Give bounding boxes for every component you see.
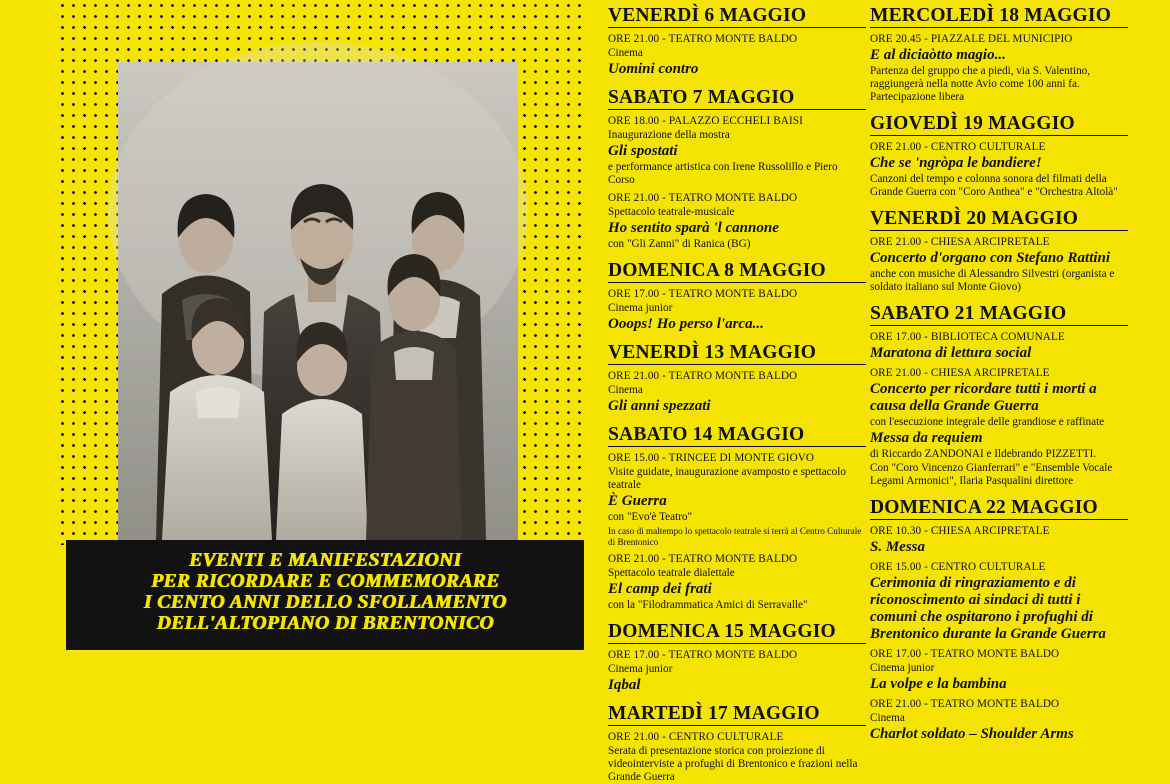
caption-line-1: EVENTI E MANIFESTAZIONI	[188, 550, 462, 571]
event-time-venue: ORE 21.00 - CENTRO CULTURALE	[870, 141, 1046, 153]
event-title: El camp dei frati	[608, 581, 712, 597]
event-title: Concerto d'organo con Stefano Rattini	[870, 250, 1111, 266]
event-time-venue: ORE 10.30 - CHIESA ARCIPRETALE	[870, 525, 1050, 537]
event-kind: Visite guidate, inaugurazione avamposto e spettacolo teatrale	[608, 466, 846, 491]
family-photograph	[118, 62, 518, 540]
day-heading: VENERDÌ 6 MAGGIO	[608, 6, 866, 28]
event-title: Gli spostati	[608, 143, 678, 159]
event-time-venue: ORE 21.00 - TEATRO MONTE BALDO	[608, 370, 798, 382]
event-kind: Cinema	[870, 712, 905, 724]
event-entry	[870, 525, 1128, 556]
event-entry	[608, 452, 866, 548]
event-kind: Cinema junior	[870, 662, 935, 674]
event-note-small: In caso di maltempo lo spettacolo teatrale si terrà al Centro Culturale di Brentonico	[608, 526, 862, 547]
event-entry	[870, 141, 1128, 199]
event-kind: Serata di presentazione storica con proiezione di videointerviste a profughi di Brentonico e frazioni nella Grande Guerra	[608, 745, 858, 783]
event-title: Maratona di lettura social	[870, 345, 1032, 361]
event-title: Ho sentito sparà 'l cannone	[608, 220, 779, 236]
event-entry	[608, 731, 866, 784]
event-entry	[870, 367, 1128, 429]
event-entry	[608, 553, 866, 612]
event-title: Che se 'ngròpa le bandiere!	[870, 155, 1042, 171]
day-heading: GIOVEDÌ 19 MAGGIO	[870, 114, 1128, 136]
event-title: Uomini contro	[608, 61, 699, 77]
event-time-venue: ORE 21.00 - CHIESA ARCIPRETALE	[870, 367, 1050, 379]
event-time-venue: ORE 18.00 - PALAZZO ECCHELI BAISI	[608, 115, 803, 127]
event-kind: Cinema junior	[608, 663, 673, 675]
day-heading: DOMENICA 8 MAGGIO	[608, 261, 866, 283]
event-note: Canzoni del tempo e colonna sonora del filmati della Grande Guerra con "Coro Anthea" e "Orchestra Altolà"	[870, 173, 1118, 198]
event-entry	[608, 370, 866, 415]
day-heading: VENERDÌ 13 MAGGIO	[608, 343, 866, 365]
event-time-venue: ORE 15.00 - TRINCEE DI MONTE GIOVO	[608, 452, 815, 464]
event-note: con "Gli Zanni" di Ranica (BG)	[608, 238, 751, 250]
event-title: La volpe e la bambina	[870, 676, 1007, 692]
event-entry	[870, 648, 1128, 693]
event-title: S. Messa	[870, 539, 926, 555]
program-column-right	[870, 6, 1128, 743]
event-time-venue: ORE 21.00 - TEATRO MONTE BALDO	[608, 553, 798, 565]
day-heading: DOMENICA 15 MAGGIO	[608, 622, 866, 644]
event-title: Messa da requiem	[870, 430, 983, 446]
event-title: Iqbal	[608, 677, 641, 693]
event-title: Gli anni spezzati	[608, 398, 711, 414]
day-heading: VENERDÌ 20 MAGGIO	[870, 209, 1128, 231]
event-time-venue: ORE 17.00 - TEATRO MONTE BALDO	[870, 648, 1060, 660]
event-time-venue: ORE 21.00 - CENTRO CULTURALE	[608, 731, 784, 743]
event-entry	[608, 288, 866, 333]
photo-panel	[0, 0, 600, 655]
day-heading: SABATO 21 MAGGIO	[870, 304, 1128, 326]
caption-line-4: DELL'ALTOPIANO DI BRENTONICO	[156, 613, 494, 634]
event-note: e performance artistica con Irene Russolillo e Piero Corso	[608, 161, 838, 186]
event-time-venue: ORE 20.45 - PIAZZALE DEL MUNICIPIO	[870, 33, 1073, 45]
event-entry	[870, 430, 1128, 488]
event-time-venue: ORE 15.00 - CENTRO CULTURALE	[870, 561, 1046, 573]
event-kind: Spettacolo teatrale dialettale	[608, 567, 735, 579]
event-title: Ooops! Ho perso l'arca...	[608, 316, 764, 332]
event-entry	[870, 236, 1128, 294]
event-time-venue: ORE 21.00 - TEATRO MONTE BALDO	[608, 33, 798, 45]
day-heading: MARTEDÌ 17 MAGGIO	[608, 704, 866, 726]
event-kind: Cinema junior	[608, 302, 673, 314]
event-note: Partenza del gruppo che a piedi, via S. Valentino, raggiungerà nella notte Avio come 100 anni fa. Partecipazione libera	[870, 65, 1091, 103]
program-columns	[608, 5, 1164, 783]
caption-line-2: PER RICORDARE E COMMEMORARE	[150, 571, 500, 592]
event-note: con "Evo'è Teatro"	[608, 511, 693, 523]
event-time-venue: ORE 21.00 - TEATRO MONTE BALDO	[870, 698, 1060, 710]
event-kind: Spettacolo teatrale-musicale	[608, 206, 735, 218]
day-heading: SABATO 7 MAGGIO	[608, 88, 866, 110]
event-time-venue: ORE 17.00 - TEATRO MONTE BALDO	[608, 288, 798, 300]
event-entry	[870, 331, 1128, 362]
event-time-venue: ORE 17.00 - BIBLIOTECA COMUNALE	[870, 331, 1065, 343]
event-title: È Guerra	[608, 493, 667, 509]
event-note: Con "Coro Vincenzo Gianferrari" e "Ensemble Vocale Legami Armonici", Ilaria Pasqualini direttore	[870, 462, 1113, 487]
event-title: E al diciaòtto magio...	[870, 47, 1006, 63]
event-note: con l'esecuzione integrale delle grandiose e raffinate	[870, 416, 1105, 428]
event-entry	[608, 192, 866, 251]
event-entry	[608, 649, 866, 694]
event-time-venue: ORE 17.00 - TEATRO MONTE BALDO	[608, 649, 798, 661]
event-kind: Cinema	[608, 384, 643, 396]
day-heading: DOMENICA 22 MAGGIO	[870, 498, 1128, 520]
day-heading: SABATO 14 MAGGIO	[608, 425, 866, 447]
caption-line-3: I CENTO ANNI DELLO SFOLLAMENTO	[143, 592, 507, 613]
event-time-venue: ORE 21.00 - CHIESA ARCIPRETALE	[870, 236, 1050, 248]
event-entry	[870, 33, 1128, 104]
event-kind: Cinema	[608, 47, 643, 59]
program-column-left	[608, 6, 866, 784]
event-time-venue: ORE 21.00 - TEATRO MONTE BALDO	[608, 192, 798, 204]
event-entry	[608, 115, 866, 187]
day-heading: MERCOLEDÌ 18 MAGGIO	[870, 6, 1128, 28]
event-note: con la "Filodrammatica Amici di Serravalle"	[608, 599, 808, 611]
poster-caption-block	[66, 540, 584, 650]
event-entry	[608, 33, 866, 78]
event-entry	[870, 561, 1128, 643]
event-note: anche con musiche di Alessandro Silvestri (organista e soldato italiano sul Monte Giovo)	[870, 268, 1115, 293]
event-title: Charlot soldato – Shoulder Arms	[870, 726, 1074, 742]
event-note: di Riccardo ZANDONAI e Ildebrando PIZZETTI.	[870, 448, 1097, 460]
event-title: Concerto per ricordare tutti i morti a causa della Grande Guerra	[870, 381, 1097, 414]
event-kind: Inaugurazione della mostra	[608, 129, 730, 141]
event-entry	[870, 698, 1128, 743]
event-title: Cerimonia di ringraziamento e di riconoscimento ai sindaci di tutti i comuni che ospitarono i profughi di Brentonico durante la Grande Guerra	[870, 575, 1106, 642]
